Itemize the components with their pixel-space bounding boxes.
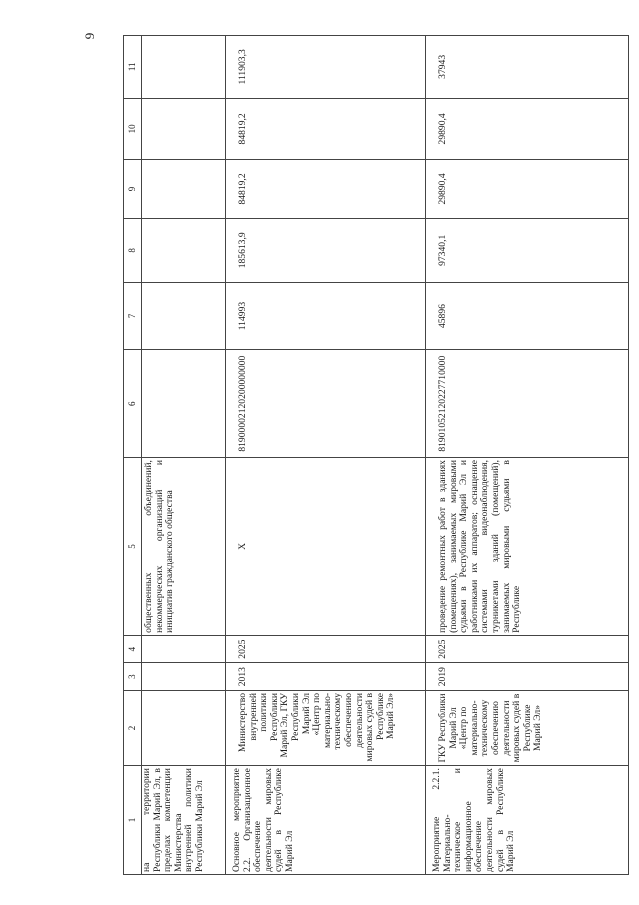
table-header-row xyxy=(124,36,142,875)
end-year-cell: 2025 xyxy=(226,635,426,663)
value-cell-col10: 84819,2 xyxy=(226,98,426,159)
start-year-cell: 2019 xyxy=(426,663,629,691)
activity-name-cell: Мероприятие 2.2.1. Материально-техническое и информационное обеспечение деятельности мировых судей в Республике Марий Эл xyxy=(426,766,629,875)
executor-cell: Министерство внутренней политики Республики Марий Эл, ГКУ Республики Марий Эл «Центр по материально-техническому обеспечению деятельности мировых судей в Республике Марий Эл» xyxy=(226,690,426,765)
value-cell-col7 xyxy=(142,282,226,350)
executor-cell xyxy=(142,690,226,765)
activity-name-cell: на территории Республики Марий Эл, в пределах компетенции Министерства внутренней политики Республики Марий Эл xyxy=(142,766,226,875)
value-cell-col9: 29890,4 xyxy=(426,160,629,219)
value-cell-col10 xyxy=(142,98,226,159)
activity-name-cell: Основное мероприятие 2.2. Организационное обеспечение деятельности мировых судей в Республике Марий Эл xyxy=(226,766,426,875)
table-row xyxy=(226,36,426,875)
column-header: 6 xyxy=(124,350,142,458)
column-header: 7 xyxy=(124,282,142,350)
budget-code-cell: 81901052120227710000 xyxy=(426,350,629,458)
column-header: 3 xyxy=(124,663,142,691)
column-header: 4 xyxy=(124,635,142,663)
direction-cell: общественных объединений, некоммерческих организаций и инициатив гражданского общества xyxy=(142,458,226,636)
value-cell-col10: 29890,4 xyxy=(426,98,629,159)
table-row xyxy=(426,36,629,875)
column-header: 1 xyxy=(124,766,142,875)
column-header: 9 xyxy=(124,160,142,219)
value-cell-col11: 37943 xyxy=(426,36,629,99)
table-row xyxy=(142,36,226,875)
program-activities-table xyxy=(123,35,629,875)
page-number: 9 xyxy=(82,32,97,40)
end-year-cell: 2025 xyxy=(426,635,629,663)
column-header: 8 xyxy=(124,218,142,282)
value-cell-col11: 111903,3 xyxy=(226,36,426,99)
value-cell-col8: 97340,1 xyxy=(426,218,629,282)
direction-cell: проведение ремонтных работ в зданиях (помещениях), занимаемых мировыми судьями в Республике Марий Эл и работниками их аппаратов; оснащение системами видеонаблюдения, турникетами зданий (помещений), занимаемых мировыми судьями в Республике xyxy=(426,458,629,636)
column-header: 11 xyxy=(124,36,142,99)
end-year-cell xyxy=(142,635,226,663)
column-header: 5 xyxy=(124,458,142,636)
direction-cell: Х xyxy=(226,458,426,636)
value-cell-col7: 114993 xyxy=(226,282,426,350)
budget-code-cell xyxy=(142,350,226,458)
value-cell-col9 xyxy=(142,160,226,219)
value-cell-col11 xyxy=(142,36,226,99)
budget-code-cell: 81900002120200000000 xyxy=(226,350,426,458)
executor-cell: ГКУ Республики Марий Эл «Центр по материально-техническому обеспечению деятельности мировых судей в Республике Марий Эл» xyxy=(426,690,629,765)
start-year-cell xyxy=(142,663,226,691)
value-cell-col9: 84819,2 xyxy=(226,160,426,219)
value-cell-col8 xyxy=(142,218,226,282)
start-year-cell: 2013 xyxy=(226,663,426,691)
column-header: 10 xyxy=(124,98,142,159)
rotated-page-content xyxy=(123,35,628,875)
value-cell-col8: 185613,9 xyxy=(226,218,426,282)
column-header: 2 xyxy=(124,690,142,765)
value-cell-col7: 45896 xyxy=(426,282,629,350)
